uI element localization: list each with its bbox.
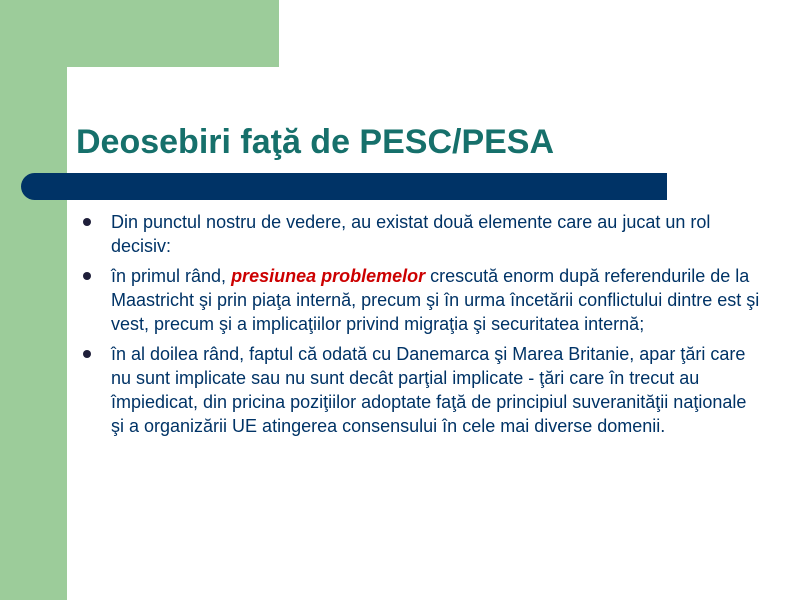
bullet-item-2 <box>80 264 760 336</box>
bullet-text-prefix: în primul rând, <box>111 266 232 286</box>
title-underline-bar <box>21 173 667 200</box>
bullet-item-1 <box>80 210 760 258</box>
bullet-highlight-text: presiunea problemelor <box>231 266 426 286</box>
decorative-green-stripe-left <box>0 0 67 600</box>
bullet-dot-icon <box>83 272 91 280</box>
bullet-dot-icon <box>83 350 91 358</box>
bullet-dot-icon <box>83 218 91 226</box>
bullet-text: Din punctul nostru de vedere, au existat două elemente care au jucat un rol decisiv: <box>111 212 711 256</box>
bullet-text-suffix: crescută enorm după referendurile de la Maastricht şi prin piaţa internă, precum şi în urma încetării conflictului dintre est şi vest, precum şi a implicaţiilor privind migraţia şi securitatea internă; <box>111 266 760 334</box>
bullet-text: în al doilea rând, faptul că odată cu Danemarca şi Marea Britanie, apar ţări care nu sunt implicate sau nu sunt decât parţial implicate - ţări care în trecut au împiedicat, din pricina poziţiilor adoptate faţă de principiul suveranităţii naţionale şi a organizării UE atingerea consensului în cele mai diverse domenii. <box>111 344 747 436</box>
bullet-item-3 <box>80 342 760 438</box>
slide-title: Deosebiri faţă de PESC/PESA <box>76 123 555 161</box>
bullet-list <box>80 210 760 444</box>
